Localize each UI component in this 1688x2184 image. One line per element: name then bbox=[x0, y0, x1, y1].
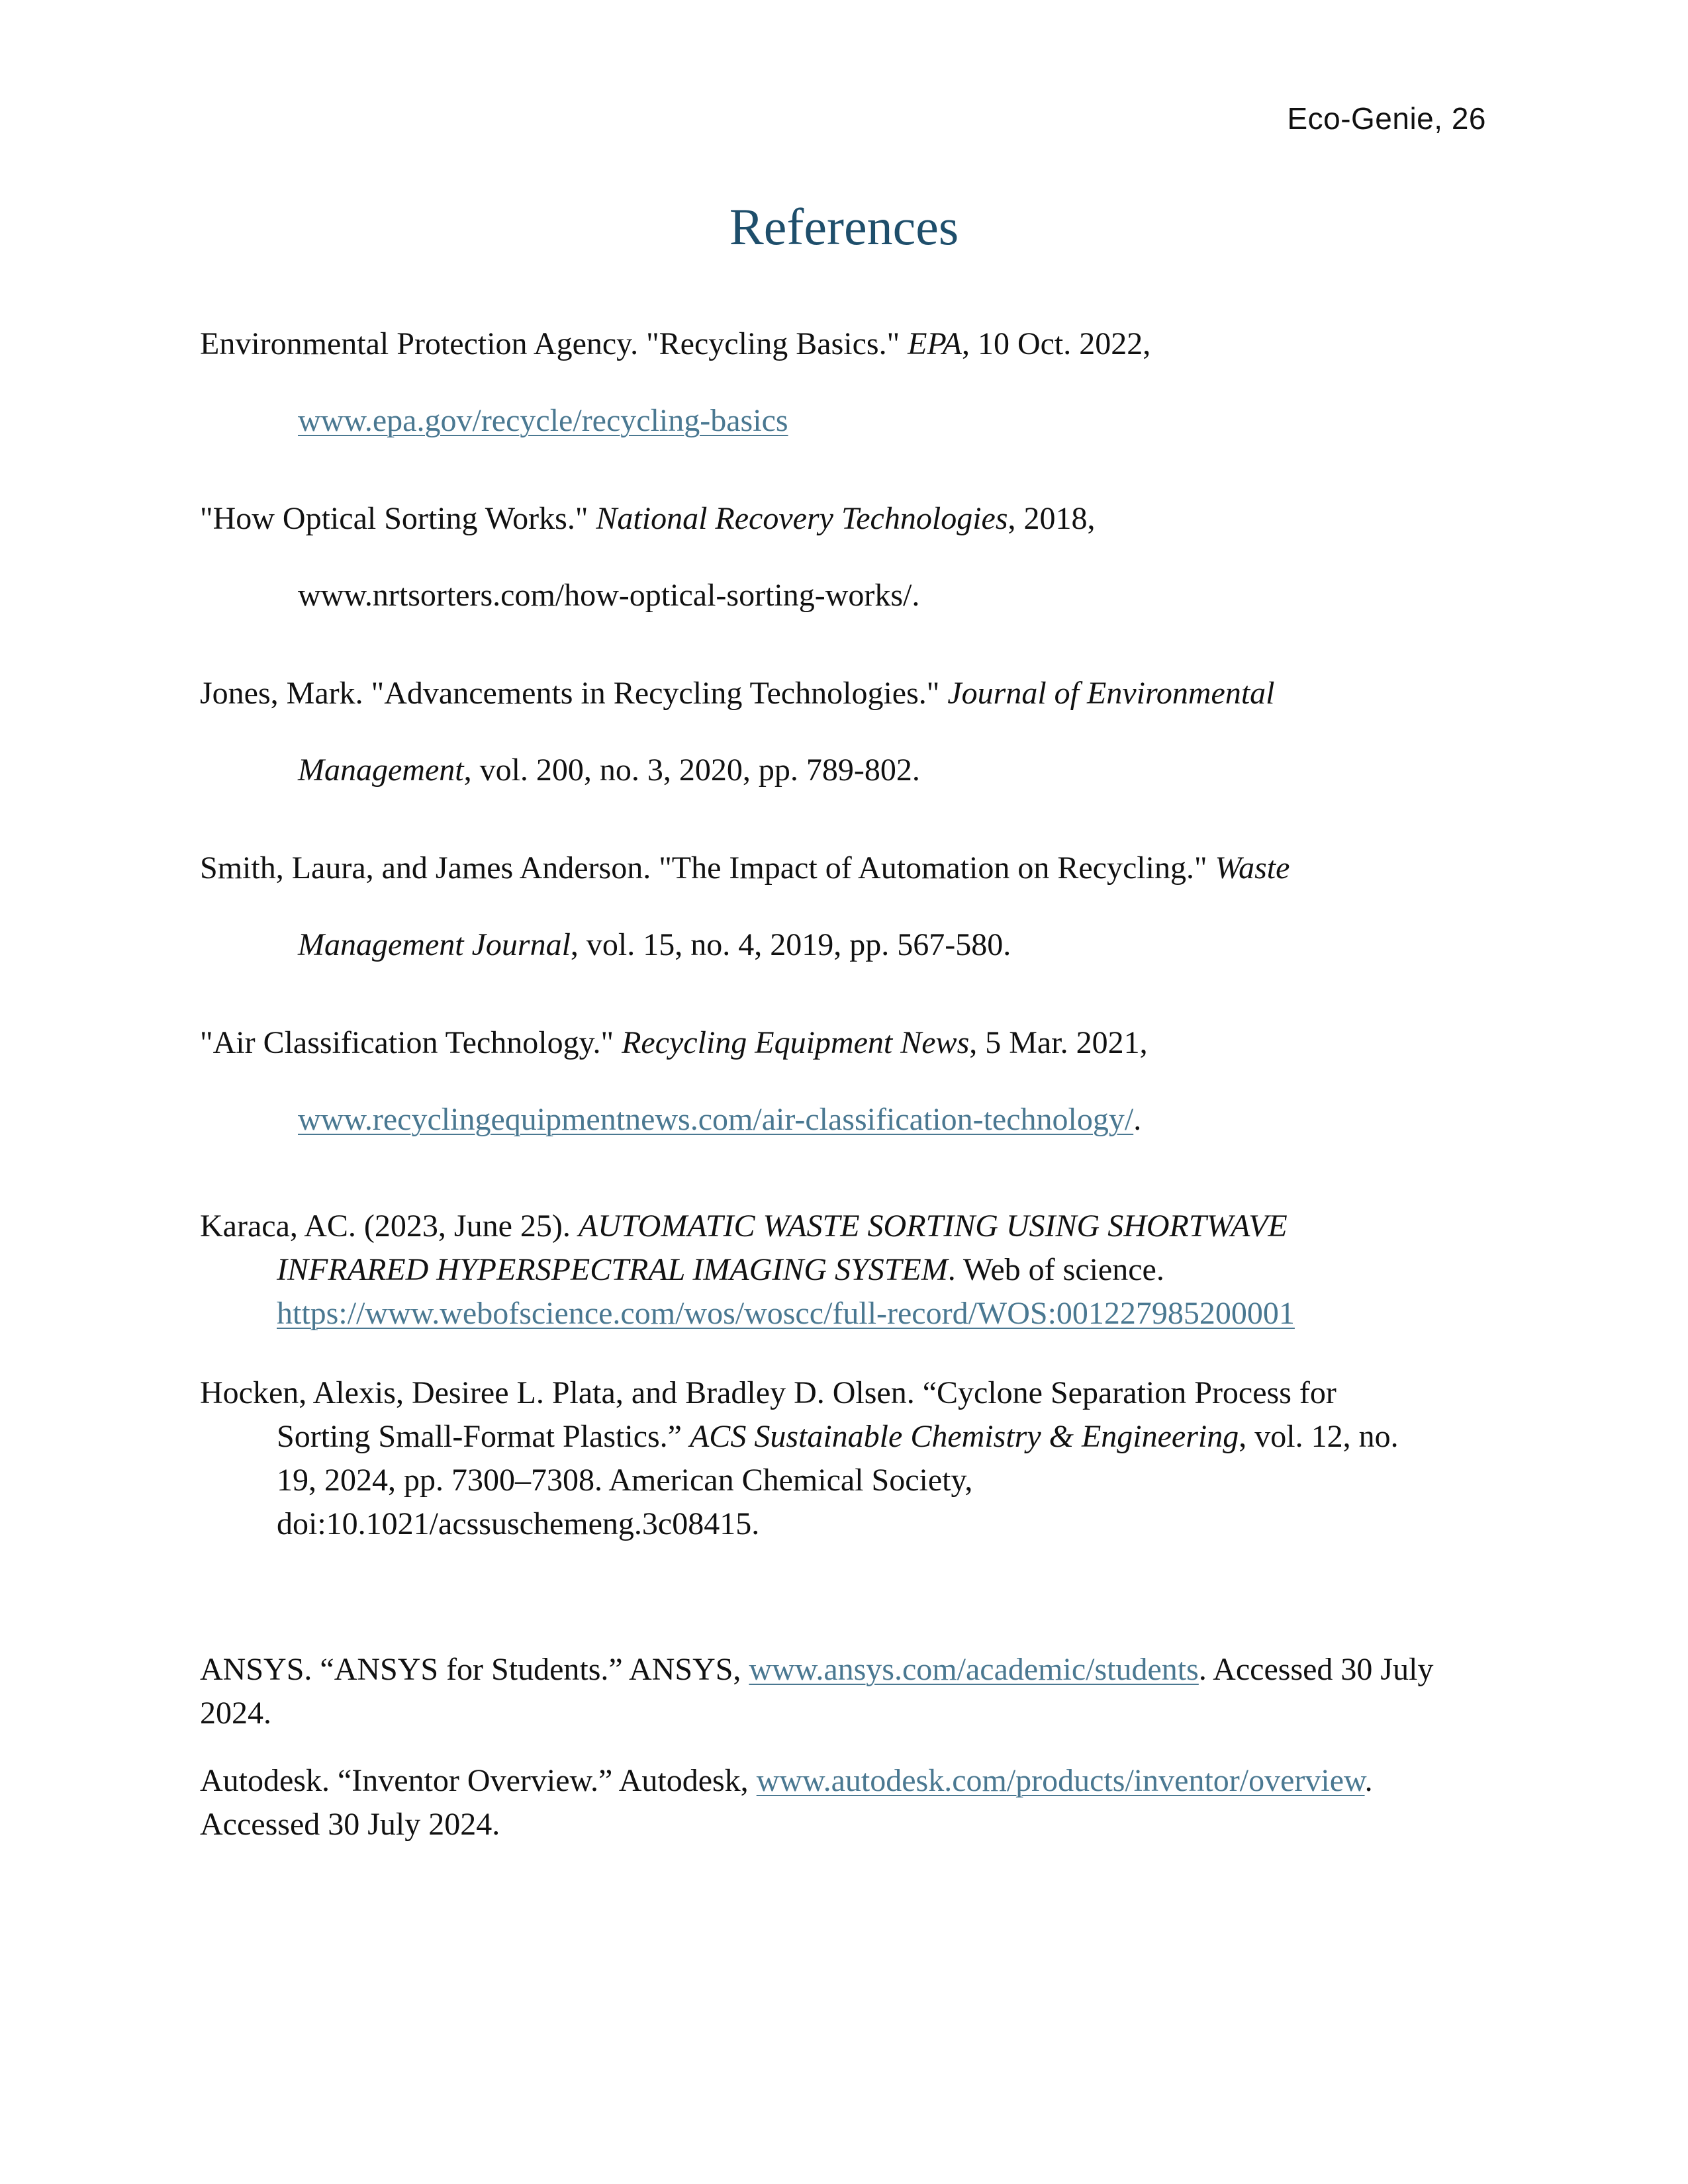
reference-text: Hocken, Alexis, Desiree L. Plata, and Bradley D. Olsen. “Cyclone Separation Process for bbox=[200, 1375, 1336, 1410]
reference-entry-smith bbox=[200, 844, 1491, 998]
reference-line bbox=[200, 1019, 1491, 1096]
reference-line bbox=[200, 1248, 1491, 1292]
reference-source-title: Journal of Environmental bbox=[947, 676, 1275, 711]
reference-source-title: AUTOMATIC WASTE SORTING USING SHORTWAVE bbox=[578, 1208, 1288, 1244]
reference-text: Environmental Protection Agency. "Recycling Basics." bbox=[200, 326, 908, 361]
reference-link[interactable]: www.autodesk.com/products/inventor/overview bbox=[756, 1763, 1365, 1798]
reference-line bbox=[200, 1292, 1491, 1336]
reference-link[interactable]: www.epa.gov/recycle/recycling-basics bbox=[298, 403, 788, 438]
reference-source-title: Management bbox=[298, 752, 464, 788]
reference-source-title: Management Journal bbox=[298, 927, 571, 962]
reference-link[interactable]: https://www.webofscience.com/wos/woscc/full-record/WOS:001227985200001 bbox=[277, 1296, 1295, 1331]
reference-text: Accessed 30 July 2024. bbox=[200, 1807, 500, 1842]
page-title: References bbox=[729, 198, 959, 255]
reference-entry-autodesk bbox=[200, 1759, 1491, 1846]
reference-entry-epa bbox=[200, 320, 1491, 474]
reference-line bbox=[200, 1759, 1491, 1803]
reference-text: Smith, Laura, and James Anderson. "The Impact of Automation on Recycling." bbox=[200, 850, 1215, 886]
reference-line bbox=[200, 397, 1491, 474]
reference-text: . bbox=[1133, 1102, 1142, 1137]
reference-line bbox=[200, 844, 1491, 921]
reference-source-title: Recycling Equipment News bbox=[622, 1025, 970, 1060]
reference-line bbox=[200, 670, 1491, 747]
reference-text: 2024. bbox=[200, 1696, 271, 1731]
reference-line bbox=[200, 1459, 1491, 1502]
reference-text: , vol. 15, no. 4, 2019, pp. 567-580. bbox=[570, 927, 1011, 962]
reference-text: "How Optical Sorting Works." bbox=[200, 501, 596, 536]
reference-text: ANSYS. “ANSYS for Students.” ANSYS, bbox=[200, 1652, 749, 1687]
reference-line bbox=[200, 1502, 1491, 1546]
reference-source-title: ACS Sustainable Chemistry & Engineering bbox=[689, 1419, 1239, 1454]
reference-line bbox=[200, 1096, 1491, 1173]
reference-text: . bbox=[1364, 1763, 1373, 1798]
reference-source-title: EPA bbox=[908, 326, 962, 361]
running-head: Eco-Genie, 26 bbox=[1287, 101, 1486, 136]
reference-entry-nrt bbox=[200, 495, 1491, 649]
reference-text: , vol. 200, no. 3, 2020, pp. 789-802. bbox=[463, 752, 920, 788]
reference-entry-karaca bbox=[200, 1205, 1491, 1336]
reference-line bbox=[200, 572, 1491, 649]
reference-line bbox=[200, 921, 1491, 998]
reference-line bbox=[200, 1803, 1491, 1846]
reference-text: doi:10.1021/acssuschemeng.3c08415. bbox=[277, 1506, 760, 1541]
reference-line bbox=[200, 747, 1491, 823]
reference-source-title: Waste bbox=[1215, 850, 1290, 886]
reference-source-title: National Recovery Technologies bbox=[596, 501, 1008, 536]
reference-text: , 10 Oct. 2022, bbox=[961, 326, 1151, 361]
reference-line bbox=[200, 1205, 1491, 1248]
reference-text: Autodesk. “Inventor Overview.” Autodesk, bbox=[200, 1763, 757, 1798]
reference-entry-ansys bbox=[200, 1648, 1491, 1735]
reference-text: Sorting Small-Format Plastics.” bbox=[277, 1419, 690, 1454]
reference-text: 19, 2024, pp. 7300–7308. American Chemical Society, bbox=[277, 1463, 973, 1498]
reference-line bbox=[200, 1415, 1491, 1459]
reference-text: Karaca, AC. (2023, June 25). bbox=[200, 1208, 579, 1244]
reference-entry-jones bbox=[200, 670, 1491, 823]
reference-text: "Air Classification Technology." bbox=[200, 1025, 622, 1060]
reference-link[interactable]: www.recyclingequipmentnews.com/air-classification-technology/ bbox=[298, 1102, 1134, 1137]
reference-line bbox=[200, 320, 1491, 397]
reference-source-title: INFRARED HYPERSPECTRAL IMAGING SYSTEM bbox=[277, 1252, 948, 1287]
reference-text: . Accessed 30 July bbox=[1198, 1652, 1434, 1687]
reference-line bbox=[200, 495, 1491, 572]
reference-text: , 2018, bbox=[1008, 501, 1096, 536]
reference-text: , 5 Mar. 2021, bbox=[969, 1025, 1148, 1060]
reference-line bbox=[200, 1648, 1491, 1692]
reference-text: , vol. 12, no. bbox=[1239, 1419, 1399, 1454]
reference-text: Jones, Mark. "Advancements in Recycling Technologies." bbox=[200, 676, 948, 711]
reference-text: . Web of science. bbox=[947, 1252, 1164, 1287]
reference-entry-air-classification bbox=[200, 1019, 1491, 1173]
reference-line bbox=[200, 1692, 1491, 1735]
reference-line bbox=[200, 1371, 1491, 1415]
reference-link[interactable]: www.ansys.com/academic/students bbox=[749, 1652, 1199, 1687]
reference-entry-hocken bbox=[200, 1371, 1491, 1546]
reference-url-text: www.nrtsorters.com/how-optical-sorting-works/. bbox=[298, 578, 920, 613]
